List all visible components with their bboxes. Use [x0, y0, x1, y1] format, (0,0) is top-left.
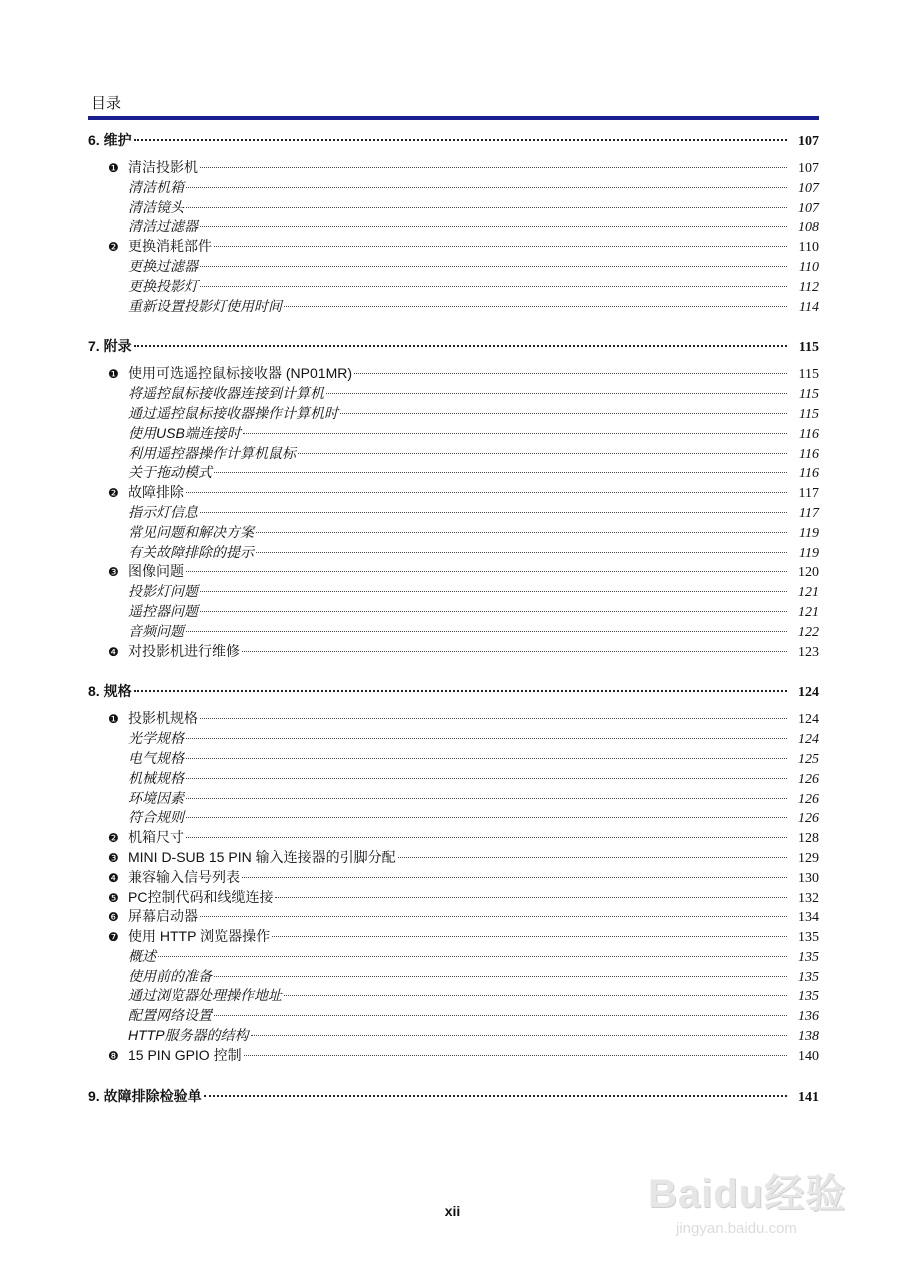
entry-page-number: 128	[798, 831, 819, 847]
entry-label: 指示灯信息	[128, 503, 198, 520]
toc-subentry[interactable]	[88, 986, 819, 1006]
dot-leader	[134, 690, 787, 692]
dot-leader	[186, 571, 787, 572]
entry-label: 清洁镜头	[128, 198, 184, 215]
numbered-bullet-icon: ❶	[108, 712, 119, 727]
toc-section-heading[interactable]	[88, 1086, 819, 1106]
dot-leader	[200, 512, 787, 513]
entry-label: 配置网络设置	[128, 1007, 212, 1024]
dot-leader	[200, 718, 787, 719]
dot-leader	[214, 246, 787, 247]
entry-page-number: 107	[798, 180, 819, 196]
dot-leader	[158, 956, 787, 957]
toc-subentry[interactable]	[88, 622, 819, 642]
toc-subentry[interactable]	[88, 808, 819, 828]
dot-leader	[186, 631, 787, 632]
section-title: 9. 故障排除检验单	[88, 1087, 202, 1104]
entry-page-number: 115	[799, 387, 819, 403]
dot-leader	[200, 591, 787, 592]
dot-leader	[284, 995, 787, 996]
dot-leader	[354, 373, 787, 374]
entry-label: 清洁机箱	[128, 178, 184, 195]
toc-entry[interactable]	[88, 828, 819, 848]
watermark	[640, 1140, 880, 1250]
entry-label: 利用遥控器操作计算机鼠标	[128, 444, 296, 461]
toc-subentry[interactable]	[88, 463, 819, 483]
entry-page-number: 136	[798, 1009, 819, 1025]
dot-leader	[200, 611, 787, 612]
toc-entry[interactable]	[88, 927, 819, 947]
dot-leader	[243, 433, 787, 434]
entry-page-number: 126	[798, 811, 819, 827]
entry-page-number: 117	[798, 486, 819, 502]
toc-subentry[interactable]	[88, 178, 819, 198]
numbered-bullet-icon: ❹	[108, 870, 119, 885]
numbered-bullet-icon: ❷	[108, 486, 119, 501]
entry-page-number: 129	[798, 850, 819, 866]
entry-page-number: 108	[798, 220, 819, 236]
entry-label: 使用USB端连接时	[128, 424, 241, 441]
numbered-bullet-icon: ❶	[108, 161, 119, 175]
entry-label: 关于拖动模式	[128, 464, 212, 481]
entry-page-number: 124	[798, 732, 819, 748]
toc-subentry[interactable]	[88, 277, 819, 297]
toc-entry[interactable]	[88, 1046, 819, 1066]
toc-subentry[interactable]	[88, 523, 819, 543]
dot-leader	[398, 857, 787, 858]
entry-page-number: 125	[798, 751, 819, 767]
toc-subentry[interactable]	[88, 424, 819, 444]
entry-label: 投影机规格	[128, 710, 198, 727]
entry-page-number: 135	[798, 969, 819, 985]
entry-label: HTTP服务器的结构	[128, 1027, 249, 1044]
toc-entry[interactable]	[88, 709, 819, 729]
entry-page-number: 130	[798, 870, 819, 886]
dot-leader	[214, 1015, 787, 1016]
toc-entry[interactable]	[88, 237, 819, 257]
entry-label: 机箱尺寸	[128, 829, 184, 846]
toc-section-heading[interactable]	[88, 130, 819, 150]
page-number: xii	[444, 1203, 461, 1219]
numbered-bullet-icon: ❸	[108, 565, 119, 580]
entry-page-number: 110	[798, 240, 819, 256]
entry-label: 遥控器问题	[128, 602, 198, 619]
entry-page-number: 134	[798, 910, 819, 926]
dot-leader	[298, 453, 787, 454]
dot-leader	[200, 167, 787, 168]
entry-label: 故障排除	[128, 484, 184, 501]
section-title: 6. 维护	[88, 132, 132, 148]
entry-label: 通过浏览器处理操作地址	[128, 987, 282, 1004]
toc-subentry[interactable]	[88, 444, 819, 464]
entry-label: 更换消耗部件	[128, 238, 212, 255]
entry-label: MINI D-SUB 15 PIN 输入连接器的引脚分配	[128, 848, 396, 865]
numbered-bullet-icon: ❽	[108, 1048, 119, 1063]
entry-label: 图像问题	[128, 563, 184, 580]
dot-leader	[200, 226, 787, 227]
entry-label: 环境因素	[128, 789, 184, 806]
dot-leader	[275, 897, 787, 898]
entry-label: 符合规则	[128, 809, 184, 826]
toc-subentry[interactable]	[88, 217, 819, 237]
section-page-number: 115	[798, 340, 819, 356]
toc-entry[interactable]	[88, 562, 819, 582]
toc-subentry[interactable]	[88, 503, 819, 523]
entry-page-number: 138	[798, 1029, 819, 1045]
dot-leader	[186, 738, 787, 739]
dot-leader	[244, 1055, 787, 1056]
entry-label: 使用前的准备	[128, 967, 212, 984]
toc-entry[interactable]	[88, 364, 819, 384]
numbered-bullet-icon: ❶	[108, 367, 119, 382]
entry-page-number: 116	[799, 466, 819, 482]
toc-entry[interactable]	[88, 888, 819, 908]
dot-leader	[340, 413, 787, 414]
entry-label: 重新设置投影灯使用时间	[128, 297, 282, 314]
entry-label: 兼容输入信号列表	[128, 868, 240, 885]
table-of-contents	[88, 130, 819, 1106]
dot-leader	[284, 306, 787, 307]
entry-label: 光学规格	[128, 730, 184, 747]
dot-leader	[186, 778, 787, 779]
entry-label: 常见问题和解决方案	[128, 523, 254, 540]
entry-label: 电气规格	[128, 749, 184, 766]
entry-label: 通过遥控鼠标接收器操作计算机时	[128, 404, 338, 421]
numbered-bullet-icon: ❻	[108, 910, 119, 925]
entry-page-number: 124	[798, 712, 819, 728]
entry-page-number: 115	[799, 406, 819, 422]
dot-leader	[186, 207, 787, 208]
entry-page-number: 119	[799, 545, 819, 561]
entry-page-number: 114	[799, 299, 819, 315]
entry-page-number: 107	[798, 200, 819, 216]
numbered-bullet-icon: ❸	[108, 850, 119, 865]
toc-entry[interactable]	[88, 483, 819, 503]
entry-label: 屏幕启动器	[128, 908, 198, 925]
entry-page-number: 116	[799, 446, 819, 462]
dot-leader	[200, 916, 787, 917]
section-title: 7. 附录	[88, 338, 132, 355]
toc-subentry[interactable]	[88, 297, 819, 317]
dot-leader	[186, 817, 787, 818]
numbered-bullet-icon: ❷	[108, 240, 119, 255]
toc-subentry[interactable]	[88, 257, 819, 277]
entry-page-number: 120	[798, 565, 819, 581]
toc-subentry[interactable]	[88, 749, 819, 769]
entry-label: 音频问题	[128, 622, 184, 639]
entry-page-number: 135	[798, 930, 819, 946]
entry-page-number: 126	[798, 771, 819, 787]
toc-entry[interactable]	[88, 868, 819, 888]
entry-label: 机械规格	[128, 769, 184, 786]
dot-leader	[186, 492, 787, 493]
entry-page-number: 126	[798, 791, 819, 807]
entry-page-number: 121	[798, 585, 819, 601]
entry-label: 15 PIN GPIO 控制	[128, 1046, 242, 1063]
page-header-title: 目录	[91, 95, 122, 112]
dot-leader	[186, 758, 787, 759]
toc-subentry[interactable]	[88, 384, 819, 404]
numbered-bullet-icon: ❼	[108, 930, 119, 945]
toc-subentry[interactable]	[88, 1006, 819, 1026]
toc-subentry[interactable]	[88, 789, 819, 809]
entry-page-number: 122	[798, 624, 819, 640]
entry-page-number: 110	[799, 259, 819, 275]
toc-subentry[interactable]	[88, 967, 819, 987]
entry-label: 概述	[128, 947, 156, 964]
section-title: 8. 规格	[88, 683, 132, 700]
entry-page-number: 135	[798, 949, 819, 965]
dot-leader	[251, 1035, 787, 1036]
numbered-bullet-icon: ❷	[108, 831, 119, 846]
toc-entry[interactable]	[88, 907, 819, 927]
entry-label: 清洁投影机	[128, 159, 198, 175]
dot-leader	[200, 266, 787, 267]
toc-entry[interactable]	[88, 848, 819, 868]
toc-subentry[interactable]	[88, 729, 819, 749]
entry-label: 使用 HTTP 浏览器操作	[128, 928, 271, 945]
dot-leader	[186, 187, 787, 188]
entry-page-number: 116	[799, 426, 819, 442]
dot-leader	[242, 877, 787, 878]
watermark-url: jingyan.baidu.com	[676, 1220, 797, 1237]
dot-leader	[256, 552, 787, 553]
header-divider	[88, 116, 819, 120]
dot-leader	[204, 1095, 787, 1097]
entry-page-number: 132	[798, 890, 819, 906]
entry-label: 有关故障排除的提示	[128, 543, 254, 560]
toc-section-heading[interactable]	[88, 681, 819, 701]
toc-subentry[interactable]	[88, 602, 819, 622]
numbered-bullet-icon: ❺	[108, 890, 119, 905]
numbered-bullet-icon: ❹	[108, 644, 119, 659]
section-page-number: 124	[798, 685, 819, 701]
entry-page-number: 117	[799, 505, 819, 521]
entry-page-number: 107	[798, 161, 819, 176]
entry-page-number: 123	[798, 644, 819, 660]
toc-subentry[interactable]	[88, 769, 819, 789]
toc-subentry[interactable]	[88, 582, 819, 602]
entry-page-number: 140	[798, 1048, 819, 1064]
entry-page-number: 115	[798, 367, 819, 383]
watermark-logo: Baidu经验	[648, 1172, 847, 1216]
entry-label: 清洁过滤器	[128, 218, 198, 235]
dot-leader	[134, 345, 787, 347]
entry-label: 将遥控鼠标接收器连接到计算机	[128, 385, 324, 402]
entry-label: 使用可选遥控鼠标接收器 (NP01MR)	[128, 365, 353, 382]
entry-page-number: 112	[799, 279, 819, 295]
dot-leader	[134, 139, 787, 141]
toc-subentry[interactable]	[88, 404, 819, 424]
toc-entry[interactable]	[88, 158, 819, 178]
dot-leader	[186, 837, 787, 838]
toc-subentry[interactable]	[88, 1026, 819, 1046]
entry-label: 更换投影灯	[128, 277, 198, 294]
toc-subentry[interactable]	[88, 543, 819, 563]
dot-leader	[200, 286, 787, 287]
entry-label: 更换过滤器	[128, 257, 198, 274]
entry-page-number: 135	[798, 989, 819, 1005]
entry-page-number: 121	[798, 604, 819, 620]
dot-leader	[272, 936, 787, 937]
toc-section-heading[interactable]	[88, 336, 819, 356]
entry-label: 投影灯问题	[128, 583, 198, 600]
entry-label: PC控制代码和线缆连接	[128, 888, 274, 905]
section-page-number: 141	[798, 1089, 819, 1105]
section-page-number: 107	[798, 134, 819, 149]
toc-subentry[interactable]	[88, 947, 819, 967]
entry-label: 对投影机进行维修	[128, 642, 240, 659]
dot-leader	[186, 798, 787, 799]
dot-leader	[326, 393, 787, 394]
dot-leader	[256, 532, 787, 533]
dot-leader	[214, 976, 787, 977]
dot-leader	[214, 472, 787, 473]
toc-subentry[interactable]	[88, 198, 819, 218]
dot-leader	[242, 651, 787, 652]
entry-page-number: 119	[799, 525, 819, 541]
toc-entry[interactable]	[88, 642, 819, 662]
